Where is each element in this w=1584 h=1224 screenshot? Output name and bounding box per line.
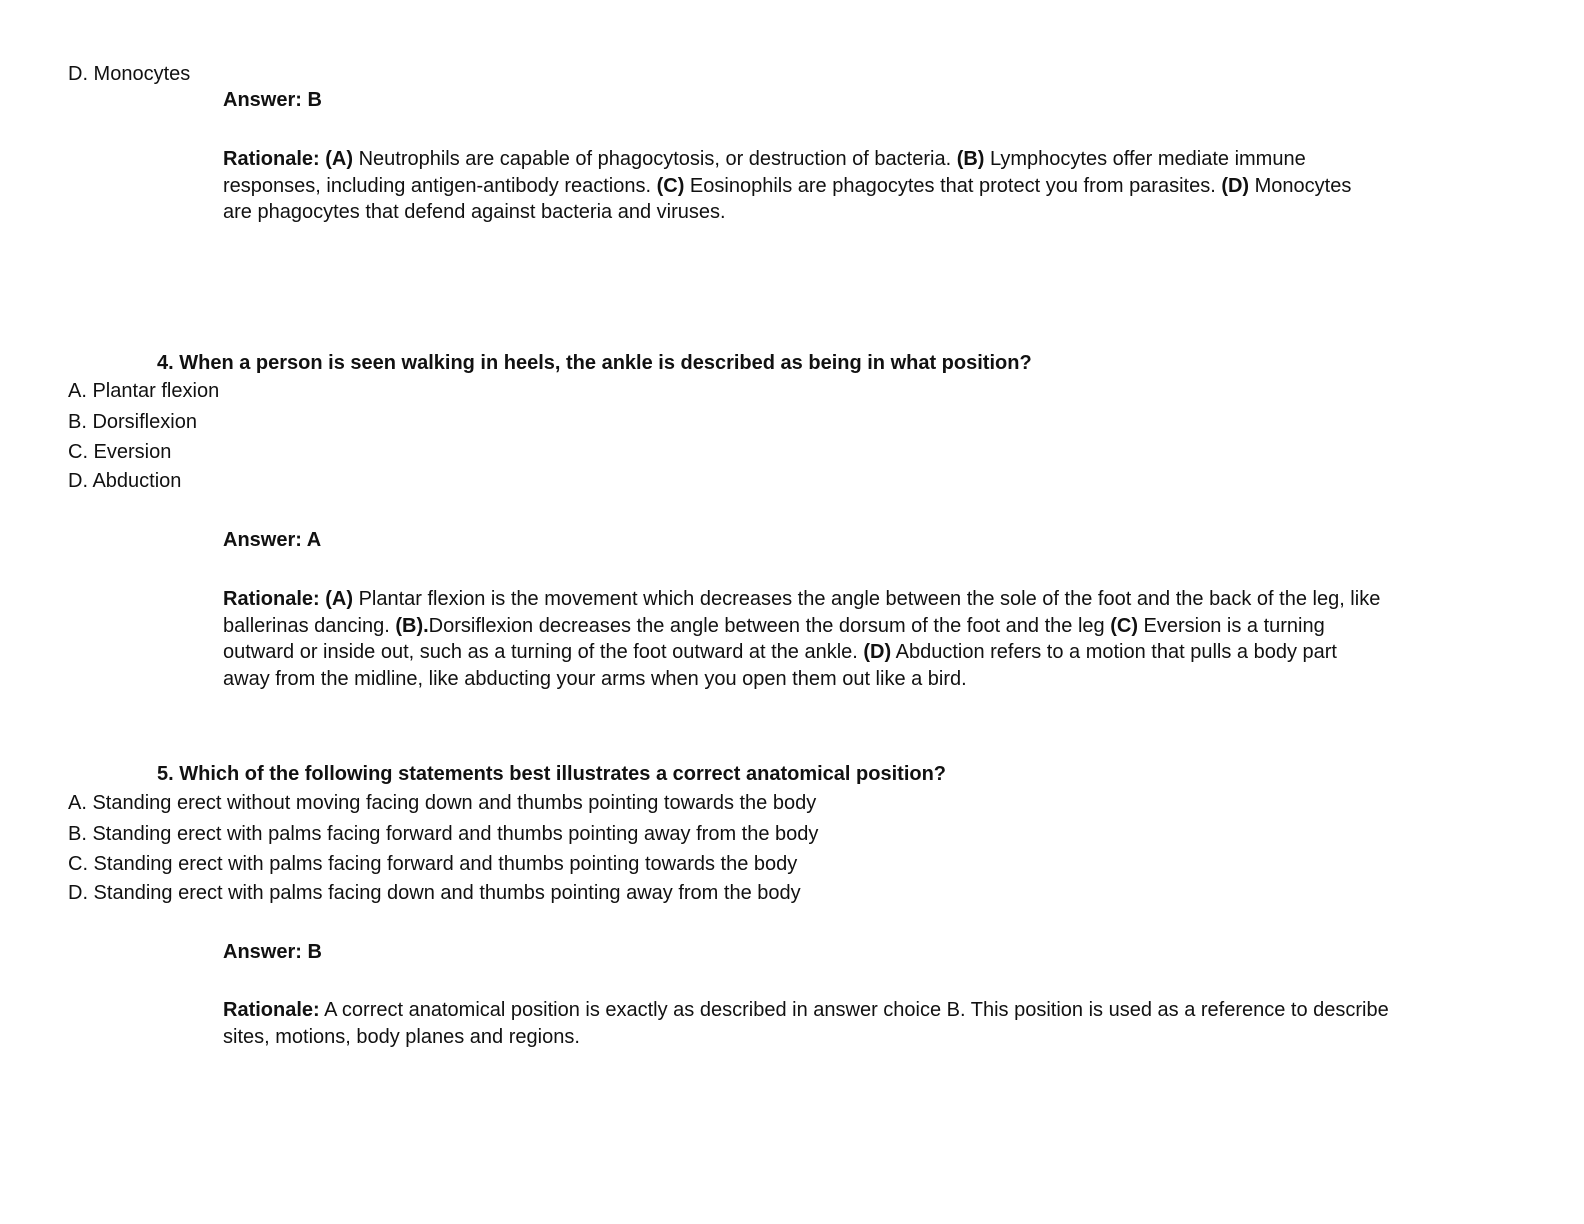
rationale-text: A correct anatomical position is exactly as described in answer choice B. This position is used as a reference to describe [319, 999, 1389, 1021]
rationale-text: Eversion is a turning [1137, 614, 1325, 637]
rationale-text: Plantar flexion is the movement which decreases the angle between the sole of the foot and the back of the leg, like [353, 588, 1381, 610]
choice-tag: (C) [656, 174, 685, 197]
q3-rationale-line-1 [223, 146, 1513, 173]
q4-rationale [223, 586, 1513, 693]
q5-option-d: D. Standing erect with palms facing down and thumbs pointing away from the body [68, 882, 801, 904]
q5-question: 5. Which of the following statements best illustrates a correct anatomical position? [157, 763, 947, 785]
q4-rationale-line-4 [223, 666, 1513, 693]
choice-tag: (B) [956, 148, 985, 170]
rationale-text: Eosinophils are phagocytes that protect you from parasites. [684, 174, 1222, 197]
choice-tag: (D) [863, 641, 892, 664]
q5-answer: Answer: B [223, 941, 322, 963]
q5-rationale [223, 997, 1513, 1050]
q4-option-b: B. Dorsiflexion [68, 411, 197, 433]
q4-rationale-line-1 [223, 586, 1513, 613]
q4-option-a: A. Plantar flexion [68, 380, 220, 402]
q4-question: 4. When a person is seen walking in heels, the ankle is described as being in what position? [157, 352, 1032, 374]
q4-rationale-line-3 [223, 639, 1513, 666]
q5-option-c: C. Standing erect with palms facing forward and thumbs pointing towards the body [68, 853, 798, 875]
rationale-text: sites, motions, body planes and regions. [223, 1025, 580, 1048]
choice-tag: (B). [395, 614, 429, 637]
rationale-text: responses, including antigen-antibody reactions. [223, 174, 657, 197]
q5-option-a: A. Standing erect without moving facing down and thumbs pointing towards the body [68, 792, 817, 814]
rationale-text: outward or inside out, such as a turning of the foot outward at the ankle. [223, 641, 864, 664]
q4-answer: Answer: A [223, 529, 322, 551]
rationale-label: Rationale: [223, 999, 320, 1021]
q4-option-c: C. Eversion [68, 441, 172, 463]
q3-answer: Answer: B [223, 89, 322, 111]
q4-rationale-line-2 [223, 613, 1513, 640]
choice-tag: (C) [1110, 614, 1138, 637]
rationale-text: away from the midline, like abducting your arms when you open them out like a bird. [223, 668, 967, 691]
q5-rationale-line-2 [223, 1024, 1513, 1051]
q5-rationale-line-1 [223, 997, 1513, 1024]
q3-rationale-line-2 [223, 173, 1513, 200]
rationale-text: Monocytes [1249, 174, 1352, 197]
rationale-label: Rationale: [223, 588, 320, 610]
q5-option-b: B. Standing erect with palms facing forward and thumbs pointing away from the body [68, 823, 819, 845]
rationale-text: Lymphocytes offer mediate immune [984, 148, 1306, 170]
rationale-label: Rationale: [223, 148, 320, 170]
rationale-text: ballerinas dancing. [223, 614, 396, 637]
rationale-text: are phagocytes that defend against bacteria and viruses. [223, 201, 726, 224]
choice-tag: (A) [325, 588, 354, 610]
q4-option-d: D. Abduction [68, 470, 182, 492]
q3-rationale [223, 146, 1513, 226]
choice-tag: (A) [325, 148, 354, 170]
q3-rationale-line-3 [223, 199, 1513, 226]
rationale-text: Abduction refers to a motion that pulls a body part [891, 641, 1337, 664]
q3-option-d: D. Monocytes [68, 63, 191, 85]
rationale-text: Dorsiflexion decreases the angle between the dorsum of the foot and the leg [428, 614, 1111, 637]
rationale-text: Neutrophils are capable of phagocytosis, or destruction of bacteria. [353, 148, 957, 170]
choice-tag: (D) [1221, 174, 1250, 197]
